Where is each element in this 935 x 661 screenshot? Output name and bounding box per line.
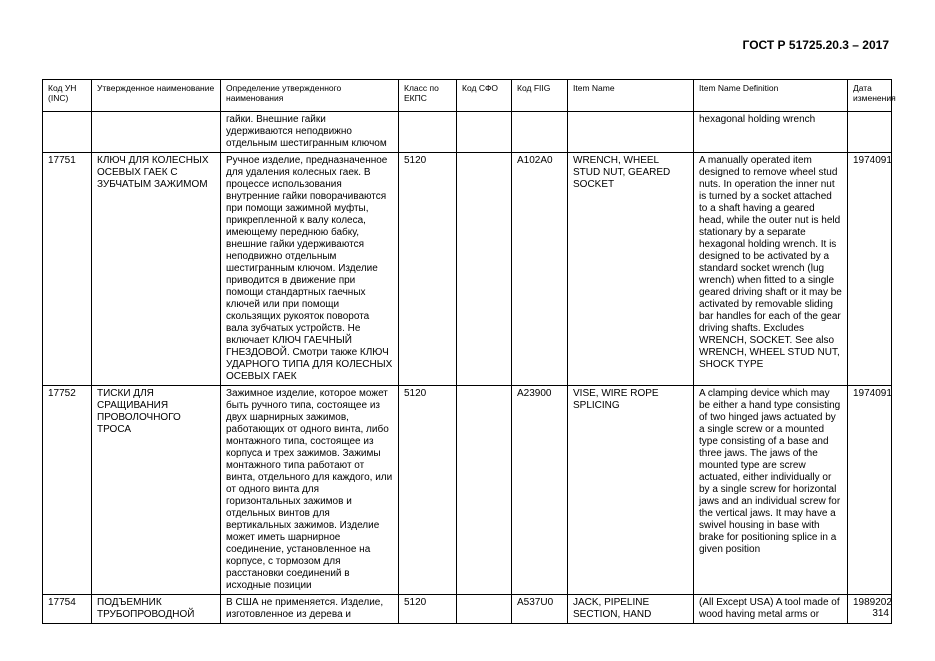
cell-definition-ru: Зажимное изделие, которое может быть ручного типа, состоящее из двух шарнирных зажимов, работающих от одного винта, либо монтажного типа, состоящее из корпуса и трех зажимов. Зажимы монтажного типа работают от винта, отдельного для каждого, или от одного винта для горизонтальных зажимов и отдельных винтов для вертикальных зажимов. Изделие может иметь шарнирное соединение, установленное на корпусе, с тормозом для расстановки соединений в исходные позиции	[221, 386, 399, 595]
cell-definition-ru: гайки. Внешние гайки удерживаются неподвижно отдельным шестигранным ключом	[221, 112, 399, 153]
cell-item-name: WRENCH, WHEEL STUD NUT, GEARED SOCKET	[568, 153, 694, 386]
cell-sfo	[457, 112, 512, 153]
table-row	[43, 595, 892, 624]
table-row	[43, 386, 892, 595]
cell-inc: 17754	[43, 595, 92, 624]
column-header-approved-name: Утвержденное наименование	[92, 80, 221, 112]
column-header-item-name: Item Name	[568, 80, 694, 112]
column-header-name-definition: Определение утвержденного наименования	[221, 80, 399, 112]
cell-fiig: A102A0	[512, 153, 568, 386]
cell-definition-en: A clamping device which may be either a hand type consisting of two hinged jaws actuated by a single screw or a mounted type consisting of a base and three jaws. The jaws of the mounted type are screw actuated, either individually or by a single screw for horizontal jaws and an individual screw for the vertical jaws. It may have a swivel housing in base with brake for positioning splice in a given position	[694, 386, 848, 595]
cell-ekps: 5120	[399, 595, 457, 624]
column-header-sfo-code: Код СФО	[457, 80, 512, 112]
cell-ekps: 5120	[399, 386, 457, 595]
column-header-fiig-code: Код FIIG	[512, 80, 568, 112]
cell-date	[848, 112, 892, 153]
cell-date: 1989202	[848, 595, 892, 624]
cell-inc	[43, 112, 92, 153]
cell-sfo	[457, 386, 512, 595]
cell-definition-en: hexagonal holding wrench	[694, 112, 848, 153]
cell-approved-name: КЛЮЧ ДЛЯ КОЛЕСНЫХ ОСЕВЫХ ГАЕК С ЗУБЧАТЫМ ЗАЖИМОМ	[92, 153, 221, 386]
table-row-continuation	[43, 112, 892, 153]
column-header-item-name-definition: Item Name Definition	[694, 80, 848, 112]
cell-definition-en: A manually operated item designed to remove wheel stud nuts. In operation the inner nut is turned by a socket attached to a shaft having a geared head, while the outer nut is held stationary by a separate hexagonal holding wrench. It is designed to be activated by a standard socket wrench (lug wrench) when fitted to a single geared driving shaft or it may be activated by removable sliding bar handles for each of the gear driving shafts. Excludes WRENCH, SOCKET. See also WRENCH, WHEEL STUD NUT, SHOCK TYPE	[694, 153, 848, 386]
document-standard-header: ГОСТ Р 51725.20.3 – 2017	[742, 38, 889, 52]
cell-approved-name: ПОДЪЕМНИК ТРУБОПРОВОДНОЙ	[92, 595, 221, 624]
cell-fiig: A23900	[512, 386, 568, 595]
cell-ekps	[399, 112, 457, 153]
cell-sfo	[457, 595, 512, 624]
page-number: 314	[872, 608, 889, 619]
cell-definition-ru: В США не применяется. Изделие, изготовленное из дерева и	[221, 595, 399, 624]
cell-inc: 17752	[43, 386, 92, 595]
column-header-change-date: Дата изменения	[848, 80, 892, 112]
table-row	[43, 153, 892, 386]
cell-approved-name: ТИСКИ ДЛЯ СРАЩИВАНИЯ ПРОВОЛОЧНОГО ТРОСА	[92, 386, 221, 595]
cell-inc: 17751	[43, 153, 92, 386]
nomenclature-table	[42, 79, 896, 624]
cell-item-name: JACK, PIPELINE SECTION, HAND	[568, 595, 694, 624]
cell-item-name: VISE, WIRE ROPE SPLICING	[568, 386, 694, 595]
cell-approved-name	[92, 112, 221, 153]
column-header-inc: Код УН (INC)	[43, 80, 92, 112]
table-header-row	[43, 80, 892, 112]
column-header-ekps-class: Класс по ЕКПС	[399, 80, 457, 112]
cell-fiig	[512, 112, 568, 153]
cell-definition-ru: Ручное изделие, предназначенное для удаления колесных гаек. В процессе использования внутренние гайки поворачиваются при помощи зажимной муфты, прикрепленной к валу колеса, имеющему переднюю бабку, внешние гайки удерживаются неподвижно отдельным шестигранным ключом. Изделие приводится в движение при помощи стандартных гаечных ключей или при помощи скользящих рукояток поворота вала зубчатых устройств. Не включает КЛЮЧ ГАЕЧНЫЙ ГНЕЗДОВОЙ. Смотри также КЛЮЧ УДАРНОГО ТИПА ДЛЯ КОЛЕСНЫХ ОСЕВЫХ ГАЕК	[221, 153, 399, 386]
cell-definition-en: (All Except USA) A tool made of wood having metal arms or	[694, 595, 848, 624]
cell-fiig: A537U0	[512, 595, 568, 624]
cell-item-name	[568, 112, 694, 153]
cell-date: 1974091	[848, 386, 892, 595]
cell-ekps: 5120	[399, 153, 457, 386]
cell-sfo	[457, 153, 512, 386]
cell-date: 1974091	[848, 153, 892, 386]
